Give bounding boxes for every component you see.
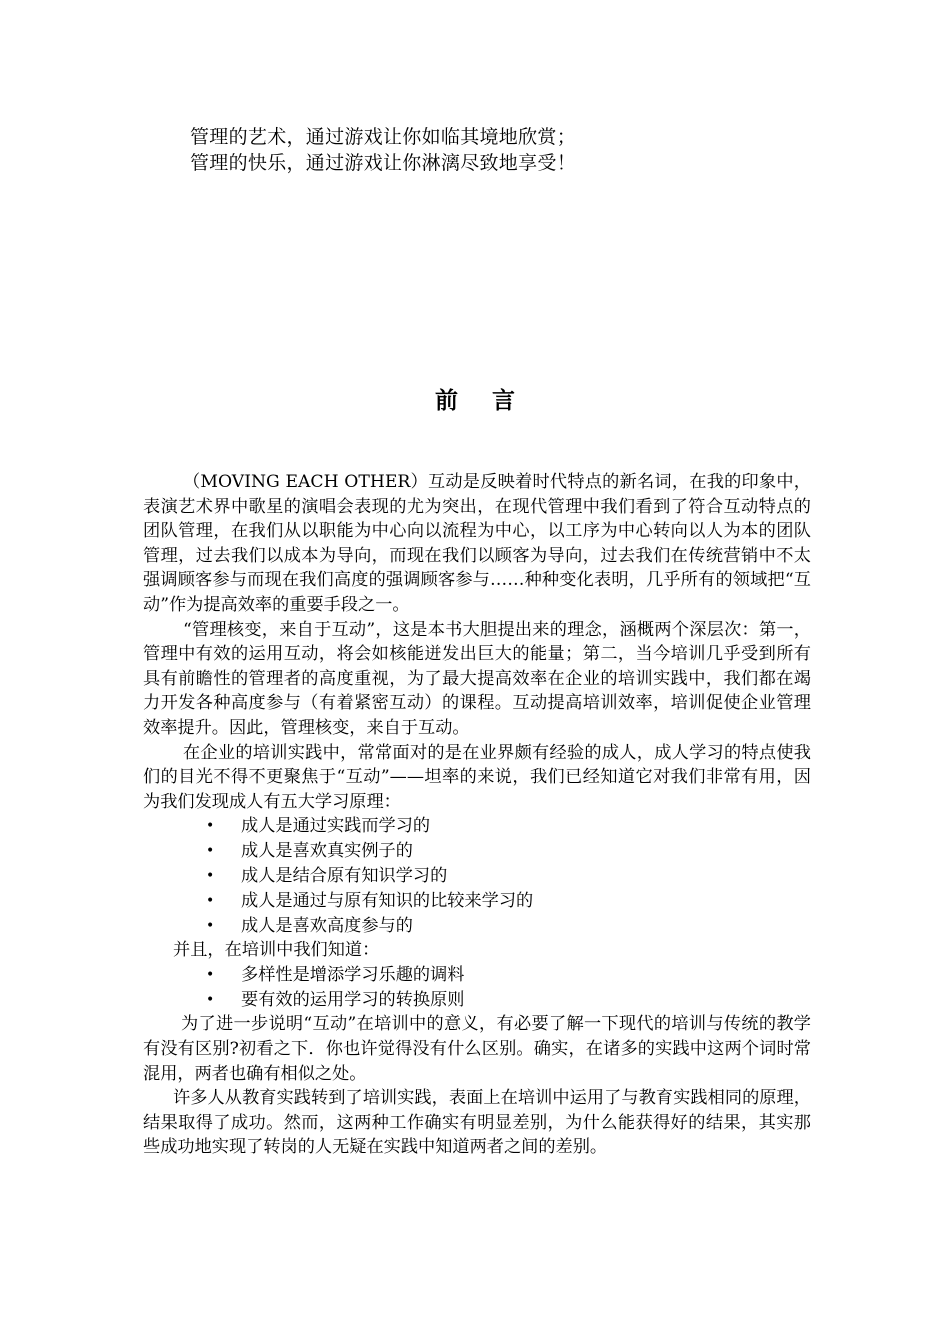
list-item-text: 要有效的运用学习的转换原则 [241,989,465,1010]
list-item [143,864,811,889]
bullet-icon: • [206,843,215,860]
epigraph-line: 管理的艺术，通过游戏让你如临其境地欣赏； [190,126,577,148]
list-item [143,814,811,839]
preface-body [143,470,811,1160]
list-item-text: 成人是通过与原有知识的比较来学习的 [241,890,534,911]
bullet-icon: • [206,818,215,835]
list-item [143,988,811,1013]
list-item [143,963,811,988]
training-points-list [143,963,811,1013]
bullet-icon: • [206,917,215,934]
list-item [143,839,811,864]
paragraph: 为了进一步说明“互动”在培训中的意义，有必要了解一下现代的培训与传统的教学有没有区别?初看之下．你也许觉得没有什么区别。确实，在诸多的实践中这两个词时常混用，两者也确有相似之处。 [143,1014,811,1084]
list-item [143,914,811,939]
paragraph-lead: 并且，在培训中我们知道： [173,940,380,961]
bullet-icon: • [206,991,215,1008]
bullet-icon: • [206,892,215,909]
epigraph [190,124,576,176]
learning-principles-list [143,814,811,938]
bullet-icon: • [206,966,215,983]
heading-char: 前 [435,387,458,414]
heading-char: 言 [492,387,515,414]
paragraph: 许多人从教育实践转到了培训实践，表面上在培训中运用了与教育实践相同的原理，结果取得了成功。然而，这两种工作确实有明显差别，为什么能获得好的结果，其实那些成功地实现了转岗的人无疑在实践中知道两者之间的差别。 [143,1088,811,1158]
list-item-text: 成人是喜欢真实例子的 [241,841,413,862]
epigraph-line: 管理的快乐，通过游戏让你淋漓尽致地享受！ [190,152,577,174]
list-item-text: 多样性是增添学习乐趣的调料 [241,964,465,985]
paragraph: （MOVING EACH OTHER）互动是反映着时代特点的新名词，在我的印象中，表演艺术界中歌星的演唱会表现的尤为突出，在现代管理中我们看到了符合互动特点的团队管理，在我们从以职能为中心向以流程为中心，以工序为中心转向以人为本的团队管理，过去我们以成本为导向，而现在我们以顾客为导向，过去我们在传统营销中不太强调顾客参与而现在我们高度的强调顾客参与……种种变化表明，几乎所有的领域把“互动”作为提高效率的重要手段之一。 [143,472,811,615]
list-item-text: 成人是结合原有知识学习的 [241,865,448,886]
list-item-text: 成人是通过实践而学习的 [241,816,431,837]
section-heading [0,382,950,415]
bullet-icon: • [206,867,215,884]
paragraph: “管理核变，来自于互动”，这是本书大胆提出来的理念，涵概两个深层次：第一，管理中有效的运用互动，将会如核能迸发出巨大的能量；第二，当今培训几乎受到所有具有前瞻性的管理者的高度重视，为了最大提高效率在企业的培训实践中，我们都在竭力开发各种高度参与（有着紧密互动）的课程。互动提高培训效率，培训促使企业管理效率提升。因此，管理核变，来自于互动。 [143,619,811,738]
paragraph: 在企业的培训实践中，常常面对的是在业界颇有经验的成人，成人学习的特点使我们的目光不得不更聚焦于“互动”——坦率的来说，我们已经知道它对我们非常有用，因为我们发现成人有五大学习原理： [143,742,811,812]
list-item-text: 成人是喜欢高度参与的 [241,915,413,936]
list-item [143,889,811,914]
